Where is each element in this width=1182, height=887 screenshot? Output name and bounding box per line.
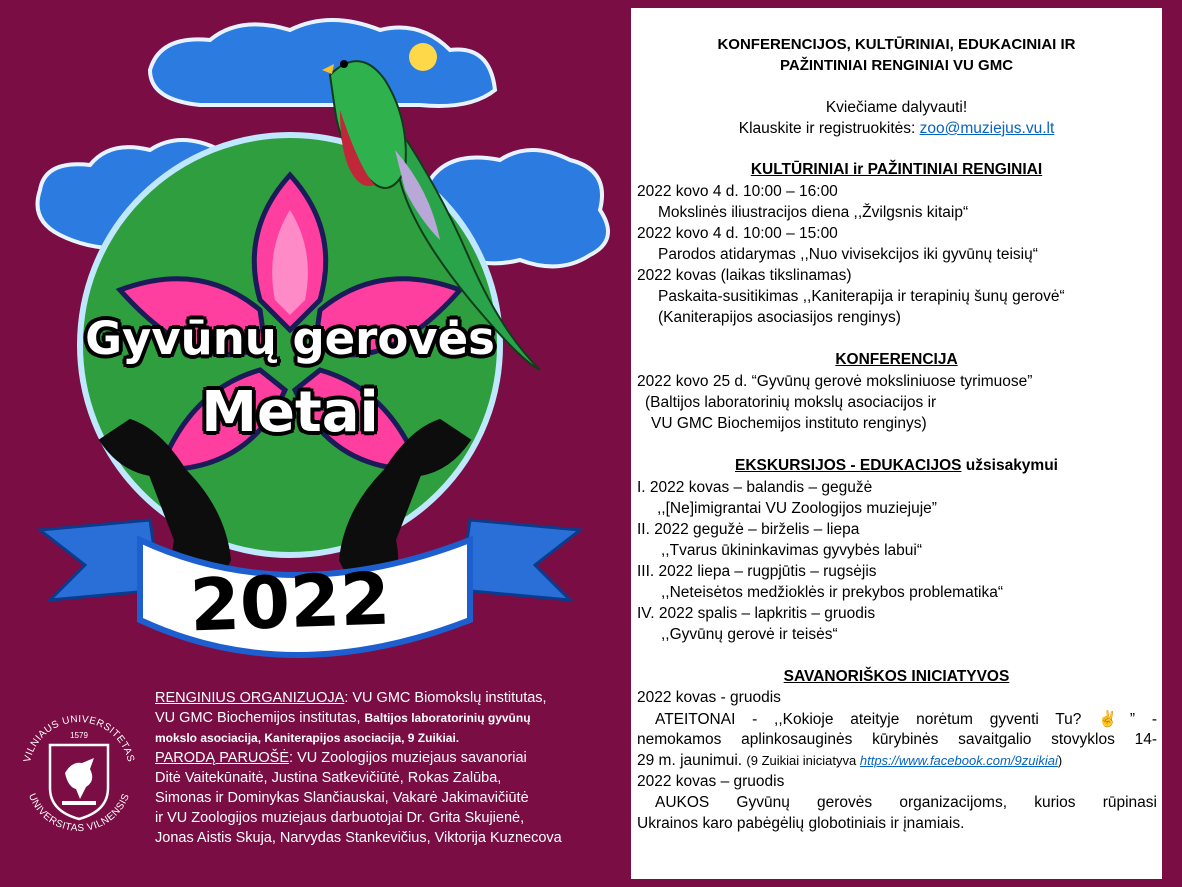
prepared-label: PARODĄ PARUOŠĖ xyxy=(155,750,290,766)
svg-text:UNIVERSITAS VILNENSIS xyxy=(26,792,132,834)
events-panel xyxy=(631,8,1162,879)
prepared-line5: Jonas Aistis Skuja, Narvydas Stankevičius, Viktorija Kuznecova xyxy=(155,830,562,846)
email-link[interactable]: zoo@muziejus.vu.lt xyxy=(919,120,1055,137)
seal-bottom-text: UNIVERSITAS VILNENSIS xyxy=(25,791,133,835)
credits-block xyxy=(155,688,625,848)
cultural-item-7: (Kaniterapijos asociasijos renginys) xyxy=(658,309,901,326)
cultural-item-3: 2022 kovo 4 d. 10:00 – 15:00 xyxy=(637,225,838,242)
excursion-item-2: ,,[Ne]imigrantai VU Zoologijos muziejuje” xyxy=(657,500,937,517)
excursion-item-4: ,,Tvarus ūkininkavimas gyvybės labui“ xyxy=(661,542,923,559)
seal-year: 1579 xyxy=(70,731,88,740)
cultural-item-5: 2022 kovas (laikas tikslinamas) xyxy=(637,267,852,284)
volunteer-item-5: 2022 kovas – gruodis xyxy=(637,773,785,790)
organizers-label: RENGINIUS ORGANIZUOJA xyxy=(155,690,345,706)
volunteer-item-1: 2022 kovas - gruodis xyxy=(637,689,781,706)
excursion-item-8: ,,Gyvūnų gerovė ir teisės“ xyxy=(661,626,838,643)
prepared-line2: Ditė Vaitekūnaitė, Justina Satkevičiūtė, Rokas Zalūba, xyxy=(155,770,502,786)
panel-heading-line1: KONFERENCIJOS, KULTŪRINIAI, EDUKACINIAI IR xyxy=(717,36,1076,53)
prepared-line4: ir VU Zoologijos muziejaus darbuotojai Dr. Grita Skujienė, xyxy=(155,810,525,826)
panel-heading-line2: PAŽINTINIAI RENGINIAI VU GMC xyxy=(779,57,1014,74)
register-line: Klauskite ir registruokitės: zoo@muziejus.vu.lt xyxy=(738,120,1055,137)
excursion-item-3: II. 2022 gegužė – birželis – liepa xyxy=(637,521,860,538)
excursion-item-5: III. 2022 liepa – rugpjūtis – rugsėjis xyxy=(637,563,877,580)
volunteer-item-4: 29 m. jaunimui. (9 Zuikiai iniciatyva https://www.facebook.com/9zuikiai) xyxy=(637,752,1063,769)
conference-section-title: KONFERENCIJA xyxy=(835,351,958,368)
prepared-line1: PARODĄ PARUOŠĖ: VU Zoologijos muziejaus savanoriai xyxy=(155,750,527,766)
excursion-item-6: ,,Neteisėtos medžioklės ir prekybos problematika“ xyxy=(661,584,1003,601)
facebook-link[interactable]: https://www.facebook.com/9zuikiai xyxy=(859,753,1058,768)
logo-title-line1: Gyvūnų gerovės xyxy=(85,312,495,365)
organizers-line2: VU GMC Biochemijos institutas, Baltijos laboratorinių gyvūnų xyxy=(155,710,531,726)
conference-item-1: 2022 kovo 25 d. “Gyvūnų gerovė moksliniuose tyrimuose” xyxy=(637,373,1033,390)
conference-item-3: VU GMC Biochemijos instituto renginys) xyxy=(651,415,927,432)
logo-title-line2: Metai xyxy=(201,380,379,445)
excursions-section-title: EKSKURSIJOS - EDUKACIJOS užsisakymui xyxy=(734,457,1058,474)
excursion-item-1: I. 2022 kovas – balandis – gegužė xyxy=(637,479,873,496)
cultural-item-2: Mokslinės iliustracijos diena ,,Žvilgsnis kitaip“ xyxy=(658,204,969,221)
sun-icon xyxy=(409,43,437,71)
volunteer-item-6: AUKOS Gyvūnų gerovės organizacijoms, kurios rūpinasi xyxy=(655,794,1157,811)
cultural-section-title: KULTŪRINIAI ir PAŽINTINIAI RENGINIAI xyxy=(750,161,1043,178)
volunteer-item-3: nemokamos aplinkosauginės kūrybinės savaitgalio stovyklos 14- xyxy=(637,731,1157,748)
cultural-item-4: Parodos atidarymas ,,Nuo vivisekcijos iki gyvūnų teisių“ xyxy=(658,246,1038,263)
volunteer-item-2: ATEITONAI - ,,Kokioje ateityje norėtum gyventi Tu? ✌” - xyxy=(655,711,1157,728)
volunteer-section-title: SAVANORIŠKOS INICIATYVOS xyxy=(783,668,1010,685)
excursion-item-7: IV. 2022 spalis – lapkritis – gruodis xyxy=(637,605,876,622)
volunteer-item-7: Ukrainos karo pabėgėlių globotiniais ir įnamiais. xyxy=(637,815,965,832)
organizers-line1: RENGINIUS ORGANIZUOJA: VU GMC Biomokslų institutas, xyxy=(155,690,547,706)
organizers-line3: mokslo asociacija, Kaniterapijos asociacija, 9 Zuikiai. xyxy=(155,731,460,745)
conference-item-2: (Baltijos laboratorinių mokslų asociacijos ir xyxy=(645,394,937,411)
seal-top-text: VILNIAUS UNIVERSITETAS xyxy=(21,713,137,764)
invite-text: Kviečiame dalyvauti! xyxy=(825,99,968,116)
prepared-line3: Simonas ir Dominykas Slančiauskai, Vakarė Jakimavičiūtė xyxy=(155,790,529,806)
cultural-item-1: 2022 kovo 4 d. 10:00 – 16:00 xyxy=(637,183,838,200)
cultural-item-6: Paskaita-susitikimas ,,Kaniterapija ir terapinių šunų gerovė“ xyxy=(658,288,1065,305)
logo-year: 2022 xyxy=(188,556,392,648)
university-seal xyxy=(10,703,148,841)
